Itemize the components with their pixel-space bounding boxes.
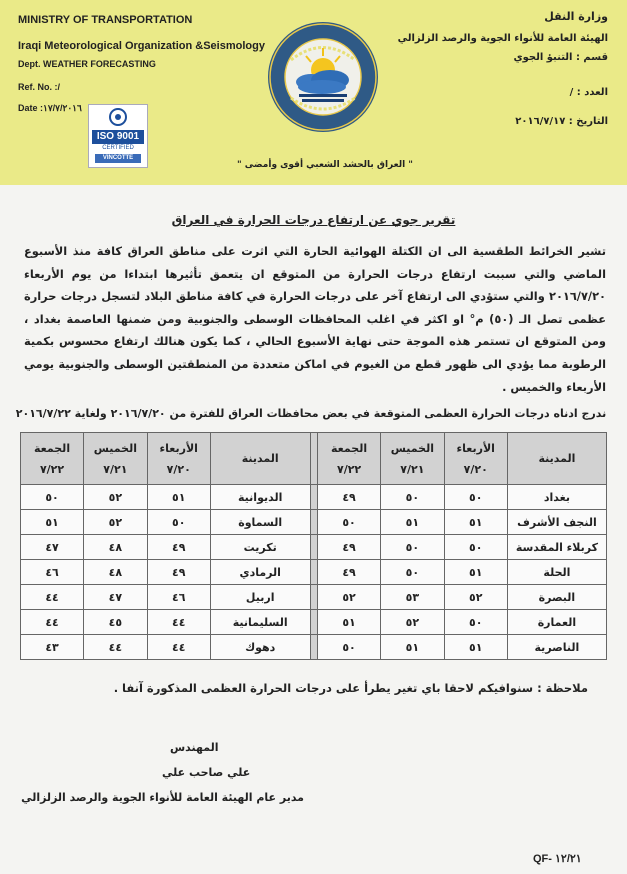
iso-vincotte: VINCOTTE bbox=[102, 155, 134, 161]
day-date: ٧/٢١ bbox=[103, 462, 128, 476]
city-cell: كربلاء المقدسة bbox=[507, 535, 606, 560]
day-header bbox=[318, 433, 381, 485]
table-row bbox=[21, 585, 607, 610]
temperature-cell: ٥٢ bbox=[381, 610, 445, 635]
table-separator bbox=[310, 535, 318, 560]
date-en: Date :١٧/٧/٢٠١٦ bbox=[18, 103, 82, 113]
temperature-cell: ٥٢ bbox=[84, 485, 148, 510]
temperature-cell: ٤٤ bbox=[147, 635, 210, 660]
organization-logo bbox=[266, 20, 380, 160]
day-name: الخميس bbox=[390, 441, 434, 455]
table-row bbox=[21, 610, 607, 635]
temperature-cell: ٥١ bbox=[147, 485, 210, 510]
table-row bbox=[21, 560, 607, 585]
temperature-cell: ٤٣ bbox=[21, 635, 84, 660]
temperature-cell: ٤٤ bbox=[21, 585, 84, 610]
date-ar: التاريخ : ٢٠١٦/٧/١٧ bbox=[515, 116, 608, 127]
org-ar: الهيئة العامة للأنواء الجوية والرصد الزلزالي bbox=[397, 33, 608, 44]
dept-ar: قسم : التنبؤ الجوي bbox=[513, 52, 608, 63]
iso-sub: CERTIFIED bbox=[102, 145, 134, 151]
city-cell: الديوانية bbox=[210, 485, 310, 510]
table-separator bbox=[310, 433, 318, 485]
day-header bbox=[21, 433, 84, 485]
number-ar: العدد : / bbox=[569, 87, 608, 98]
table-row bbox=[21, 485, 607, 510]
day-header bbox=[84, 433, 148, 485]
city-header: المدينة bbox=[507, 433, 606, 485]
temperature-cell: ٥٠ bbox=[444, 485, 507, 510]
signature-name: علي صاحب علي bbox=[162, 766, 251, 779]
temperature-cell: ٥٠ bbox=[381, 560, 445, 585]
day-header bbox=[381, 433, 445, 485]
table-separator bbox=[310, 510, 318, 535]
ref-en: Ref. No. :/ bbox=[18, 82, 60, 92]
temperature-cell: ٥٠ bbox=[318, 510, 381, 535]
temperature-cell: ٥٠ bbox=[444, 535, 507, 560]
temperature-cell: ٥٣ bbox=[381, 585, 445, 610]
temperature-cell: ٤٨ bbox=[84, 560, 148, 585]
temperature-cell: ٥٠ bbox=[381, 535, 445, 560]
city-cell: الحلة bbox=[507, 560, 606, 585]
temperature-cell: ٥١ bbox=[444, 635, 507, 660]
temperature-cell: ٥٠ bbox=[21, 485, 84, 510]
table-separator bbox=[310, 610, 318, 635]
table-separator bbox=[310, 485, 318, 510]
day-name: الأربعاء bbox=[159, 441, 198, 455]
temperature-cell: ٥١ bbox=[381, 510, 445, 535]
day-name: الجمعة bbox=[34, 441, 71, 455]
city-cell: بغداد bbox=[507, 485, 606, 510]
temperature-table bbox=[20, 432, 607, 660]
city-cell: اربيل bbox=[210, 585, 310, 610]
temperature-cell: ٥١ bbox=[444, 560, 507, 585]
form-code: QF- ١٢/٢١ bbox=[533, 853, 582, 865]
table-separator bbox=[310, 585, 318, 610]
note: ملاحظة : سنوافيكم لاحقا باي تغير يطرأ على درجات الحرارة العظمى المذكورة آنفا . bbox=[113, 681, 588, 695]
day-name: الجمعة bbox=[331, 441, 368, 455]
temperature-cell: ٤٤ bbox=[84, 635, 148, 660]
report-paragraph: تشير الخرائط الطقسية الى ان الكتلة الهوائية الحارة التي اثرت على مناطق العراق كافة منذ الأسبوع الماضي والتي سببت ارتفاع درجات الحرارة من المتوقع ان يتعمق تأثيرها ابتداءا من يوم الأربعاء ٢٠١٦/٧/٢٠ والتي ستؤدي الى ارتفاع آخر على درجات الحرارة في كافة مناطق البلاد لتسجل درجات حرارة عظمى تصل الـ (٥٠) م° او اكثر في اغلب المحافظات الوسطى والجنوبية ومن ضمنها العاصمة بغداد ، ومن المتوقع ان تستمر هذه الموجة حتى نهاية الأسبوع الحالي ، كما يكون هنالك ارتفاع محسوس بكمية الرطوبة مما يؤدي الى ظهور قطع من الغيوم في اماكن متعددة من المنطقتين الوسطى والجنوبية يومي الأربعاء والخميس . bbox=[24, 244, 606, 394]
temperature-cell: ٤٥ bbox=[84, 610, 148, 635]
table-row bbox=[21, 635, 607, 660]
letterhead bbox=[0, 0, 627, 185]
temperature-cell: ٥٢ bbox=[444, 585, 507, 610]
day-date: ٧/٢١ bbox=[400, 462, 425, 476]
city-cell: تكريت bbox=[210, 535, 310, 560]
slogan: " العراق بالحشد الشعبي أقوى وأمضى " bbox=[236, 160, 413, 170]
temperature-cell: ٥٠ bbox=[318, 635, 381, 660]
report-title bbox=[0, 213, 627, 227]
table-intro: ندرج ادناه درجات الحرارة العظمى المتوقعة في بعض محافظات العراق للفترة من ٢٠١٦/٧/٢٠ ولغاية ٢٠١٦/٧/٢٢ bbox=[15, 407, 607, 420]
temperature-cell: ٤٩ bbox=[147, 535, 210, 560]
temperature-cell: ٥٠ bbox=[444, 610, 507, 635]
iso-9001-badge bbox=[88, 104, 148, 168]
org-en: Iraqi Meteorological Organization &Seismology bbox=[18, 40, 265, 52]
city-cell: البصرة bbox=[507, 585, 606, 610]
city-cell: السليمانية bbox=[210, 610, 310, 635]
day-date: ٧/٢٢ bbox=[336, 462, 362, 476]
iso-text: ISO 9001 bbox=[96, 131, 140, 142]
temperature-cell: ٥١ bbox=[318, 610, 381, 635]
day-date: ٧/٢٠ bbox=[166, 462, 191, 476]
ministry-en: MINISTRY OF TRANSPORTATION bbox=[18, 14, 193, 26]
temperature-cell: ٤٦ bbox=[21, 560, 84, 585]
day-name: الخميس bbox=[93, 441, 137, 455]
temperature-cell: ٥٠ bbox=[147, 510, 210, 535]
day-header bbox=[444, 433, 507, 485]
temperature-cell: ٥١ bbox=[444, 510, 507, 535]
day-header bbox=[147, 433, 210, 485]
temperature-cell: ٤٨ bbox=[84, 535, 148, 560]
day-name: الأربعاء bbox=[456, 441, 495, 455]
temperature-cell: ٤٧ bbox=[21, 535, 84, 560]
table-header-row bbox=[21, 433, 607, 485]
temperature-cell: ٤٧ bbox=[84, 585, 148, 610]
city-cell: العمارة bbox=[507, 610, 606, 635]
signature-role: المهندس bbox=[170, 741, 219, 754]
temperature-cell: ٤٤ bbox=[21, 610, 84, 635]
city-cell: دهوك bbox=[210, 635, 310, 660]
day-date: ٧/٢٢ bbox=[39, 462, 65, 476]
temperature-cell: ٤٩ bbox=[318, 485, 381, 510]
city-cell: السماوة bbox=[210, 510, 310, 535]
report-title-text: تقرير جوي عن ارتفاع درجات الحرارة في العراق bbox=[171, 213, 456, 227]
table-separator bbox=[310, 635, 318, 660]
day-date: ٧/٢٠ bbox=[463, 462, 488, 476]
temperature-cell: ٥١ bbox=[21, 510, 84, 535]
table-row bbox=[21, 535, 607, 560]
temperature-cell: ٥٠ bbox=[381, 485, 445, 510]
table-separator bbox=[310, 560, 318, 585]
temperature-cell: ٥٢ bbox=[84, 510, 148, 535]
table-row bbox=[21, 510, 607, 535]
temperature-cell: ٥٢ bbox=[318, 585, 381, 610]
ministry-ar: وزارة النقل bbox=[544, 10, 608, 23]
temperature-cell: ٤٩ bbox=[318, 560, 381, 585]
city-header: المدينة bbox=[210, 433, 310, 485]
temperature-cell: ٥١ bbox=[381, 635, 445, 660]
temperature-cell: ٤٩ bbox=[147, 560, 210, 585]
temperature-cell: ٤٦ bbox=[147, 585, 210, 610]
dept-en: Dept. WEATHER FORECASTING bbox=[18, 59, 156, 69]
signature-position: مدير عام الهيئة العامة للأنواء الجوية والرصد الزلزالي bbox=[21, 791, 304, 804]
temperature-cell: ٤٩ bbox=[318, 535, 381, 560]
city-cell: الناصرية bbox=[507, 635, 606, 660]
temperature-cell: ٤٤ bbox=[147, 610, 210, 635]
city-cell: الرمادي bbox=[210, 560, 310, 585]
city-cell: النجف الأشرف bbox=[507, 510, 606, 535]
